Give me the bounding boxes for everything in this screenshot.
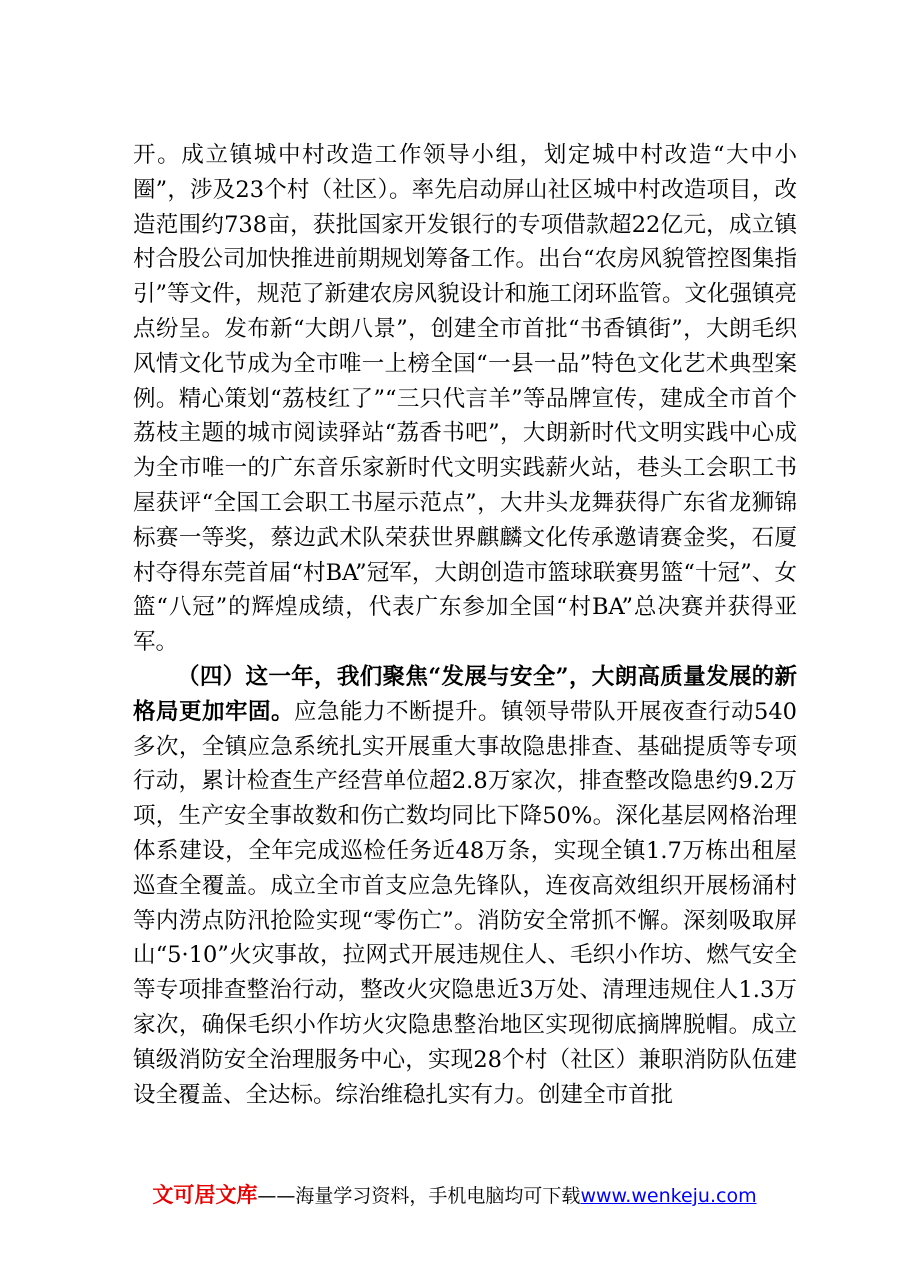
footer-brand: 文可居文库 — [152, 1183, 258, 1207]
paragraph-1 — [133, 138, 797, 660]
paragraph-2-lead: （四）这一年，我们聚焦“发展与安全”，大朗高质量发展的新格局更加牢固。 — [133, 663, 797, 725]
document-body — [133, 138, 797, 1112]
footer-banner — [0, 1180, 909, 1211]
footer-site-link[interactable]: www.wenkeju.com — [580, 1185, 757, 1207]
paragraph-2-text: 应急能力不断提升。镇领导带队开展夜查行动540多次，全镇应急系统扎实开展重大事故隐患排查、基础提质等专项行动，累计检查生产经营单位超2.8万家次，排查整改隐患约9.2万项，生产安全事故数和伤亡数均同比下降50%。深化基层网格治理体系建设，全年完成巡检任务近48万条，实现全镇1.7万栋出租屋巡查全覆盖。成立全市首支应急先锋队，连夜高效组织开展杨涌村等内涝点防汛抢险实现“零伤亡”。消防安全常抓不懈。深刻吸取屏山“5·10”火灾事故，拉网式开展违规住人、毛织小作坊、燃气安全等专项排查整治行动，整改火灾隐患近3万处、清理违规住人1.3万家次，确保毛织小作坊火灾隐患整治地区实现彻底摘牌脱帽。成立镇级消防安全治理服务中心，实现28个村（社区）兼职消防队伍建设全覆盖、全达标。综治维稳扎实有力。创建全市首批 — [133, 698, 797, 1108]
footer-slogan: ——海量学习资料，手机电脑均可下载 — [257, 1185, 581, 1207]
paragraph-1-text: 开。成立镇城中村改造工作领导小组，划定城中村改造“大中小圈”，涉及23个村（社区）。率先启动屏山社区城中村改造项目，改造范围约738亩，获批国家开发银行的专项借款超22亿元，成立镇村合股公司加快推进前期规划筹备工作。出台“农房风貌管控图集指引”等文件，规范了新建农房风貌设计和施工闭环监管。文化强镇亮点纷呈。发布新“大朗八景”，创建全市首批“书香镇街”，大朗毛织风情文化节成为全市唯一上榜全国“一县一品”特色文化艺术典型案例。精心策划“荔枝红了”“三只代言羊”等品牌宣传，建成全市首个荔枝主题的城市阅读驿站“荔香书吧”，大朗新时代文明实践中心成为全市唯一的广东音乐家新时代文明实践薪火站，巷头工会职工书屋获评“全国工会职工书屋示范点”，大井头龙舞获得广东省龙狮锦标赛一等奖，蔡边武术队荣获世界麒麟文化传承邀请赛金奖，石厦村夺得东莞首届“村BA”冠军，大朗创造市篮球联赛男篮“十冠”、女篮“八冠”的辉煌成绩，代表广东参加全国“村BA”总决赛并获得亚军。 — [133, 142, 798, 656]
paragraph-2 — [133, 660, 797, 1112]
